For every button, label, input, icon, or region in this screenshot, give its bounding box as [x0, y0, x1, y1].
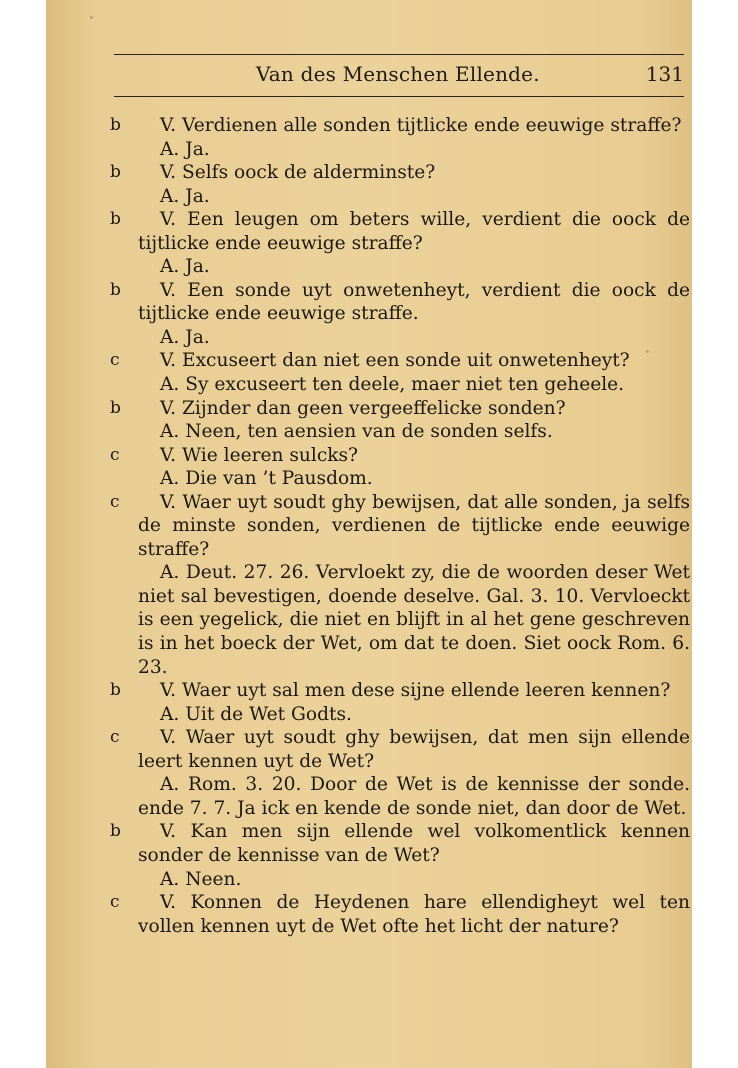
catechism-text [110, 114, 690, 938]
margin-marker: c [110, 444, 120, 465]
question: V. Kan men sijn ellende wel volkomentlick kennen sonder de kennisse van de Wet? [138, 821, 690, 866]
answer: A. Neen, ten aensien van de sonden selfs. [160, 421, 553, 443]
qa-entry [110, 208, 690, 279]
question: V. Een sonde uyt onwetenheyt, verdient die oock de tijtlicke ende eeuwige straffe. [138, 279, 690, 325]
margin-marker: c [110, 350, 120, 371]
page-number: 131 [645, 62, 684, 86]
question: V. Wie leeren sulcks? [160, 444, 359, 466]
margin-marker: b [110, 680, 121, 701]
margin-marker: b [110, 397, 121, 418]
answer: A. Deut. 27. 26. Vervloekt zy, die de woorden deser Wet niet sal bevestigen, doende deselve. Gal. 3. 10. Vervloeckt is een yegelick, die niet en blijft in al het gene geschreven is in het boeck der Wet, om dat te doen. Siet oock Rom. 6. 23. [138, 562, 690, 678]
qa-entry [110, 820, 690, 891]
qa-entry [110, 726, 690, 820]
answer: A. Uit de Wet Godts. [160, 703, 352, 725]
question: V. Verdienen alle sonden tijtlicke ende eeuwige straffe? [160, 115, 682, 136]
margin-marker: b [110, 115, 121, 135]
qa-entry [110, 114, 690, 161]
question: V. Een leugen om beters wille, verdient die oock de tijtlicke ende eeuwige straffe? [138, 209, 690, 254]
qa-entry [110, 279, 690, 350]
question: V. Waer uyt soudt ghy bewijsen, dat men sijn ellende leert kennen uyt de Wet? [138, 727, 690, 772]
question: V. Excuseert dan niet een sonde uit onwetenheyt? [160, 350, 630, 372]
margin-marker: b [110, 279, 121, 300]
margin-marker: c [110, 727, 120, 748]
answer: A. Ja. [160, 326, 210, 348]
answer: A. Ja. [160, 185, 210, 207]
margin-marker: c [110, 892, 120, 913]
answer: A. Ja. [160, 138, 210, 160]
qa-entry [110, 161, 690, 208]
question: V. Zijnder dan geen vergeeffelicke sonden? [160, 397, 566, 419]
margin-marker: c [110, 491, 120, 512]
qa-entry [110, 679, 690, 726]
answer: A. Die van ’t Pausdom. [160, 468, 373, 490]
qa-entry [110, 491, 690, 679]
qa-entry [110, 444, 690, 491]
answer: A. Ja. [160, 256, 210, 278]
qa-entry [110, 891, 690, 938]
header-rule-bottom [114, 96, 684, 97]
margin-marker: b [110, 162, 121, 183]
answer: A. Sy excuseert ten deele, maer niet ten geheele. [160, 374, 625, 396]
question: V. Waer uyt sal men dese sijne ellende leeren kennen? [160, 680, 671, 702]
running-title: Van des Menschen Ellende. [256, 62, 540, 86]
header-rule-top [114, 54, 684, 55]
margin-marker: b [110, 209, 121, 230]
question: V. Selfs oock de alderminste? [160, 162, 436, 184]
margin-marker: b [110, 821, 121, 842]
answer: A. Rom. 3. 20. Door de Wet is de kennisse der sonde. ende 7. 7. Ja ick en kende de sonde niet, dan door de Wet. [138, 774, 690, 819]
paper-speck [90, 16, 93, 19]
answer: A. Neen. [160, 868, 242, 890]
running-header [114, 62, 684, 88]
question: V. Konnen de Heydenen hare ellendigheyt wel ten vollen kennen uyt de Wet ofte het licht der nature? [138, 892, 690, 937]
qa-entry [110, 349, 690, 396]
book-page [46, 0, 692, 1068]
qa-entry [110, 397, 690, 444]
question: V. Waer uyt soudt ghy bewijsen, dat alle sonden, ja selfs de minste sonden, verdienen de tijtlicke ende eeuwige straffe? [138, 491, 690, 560]
